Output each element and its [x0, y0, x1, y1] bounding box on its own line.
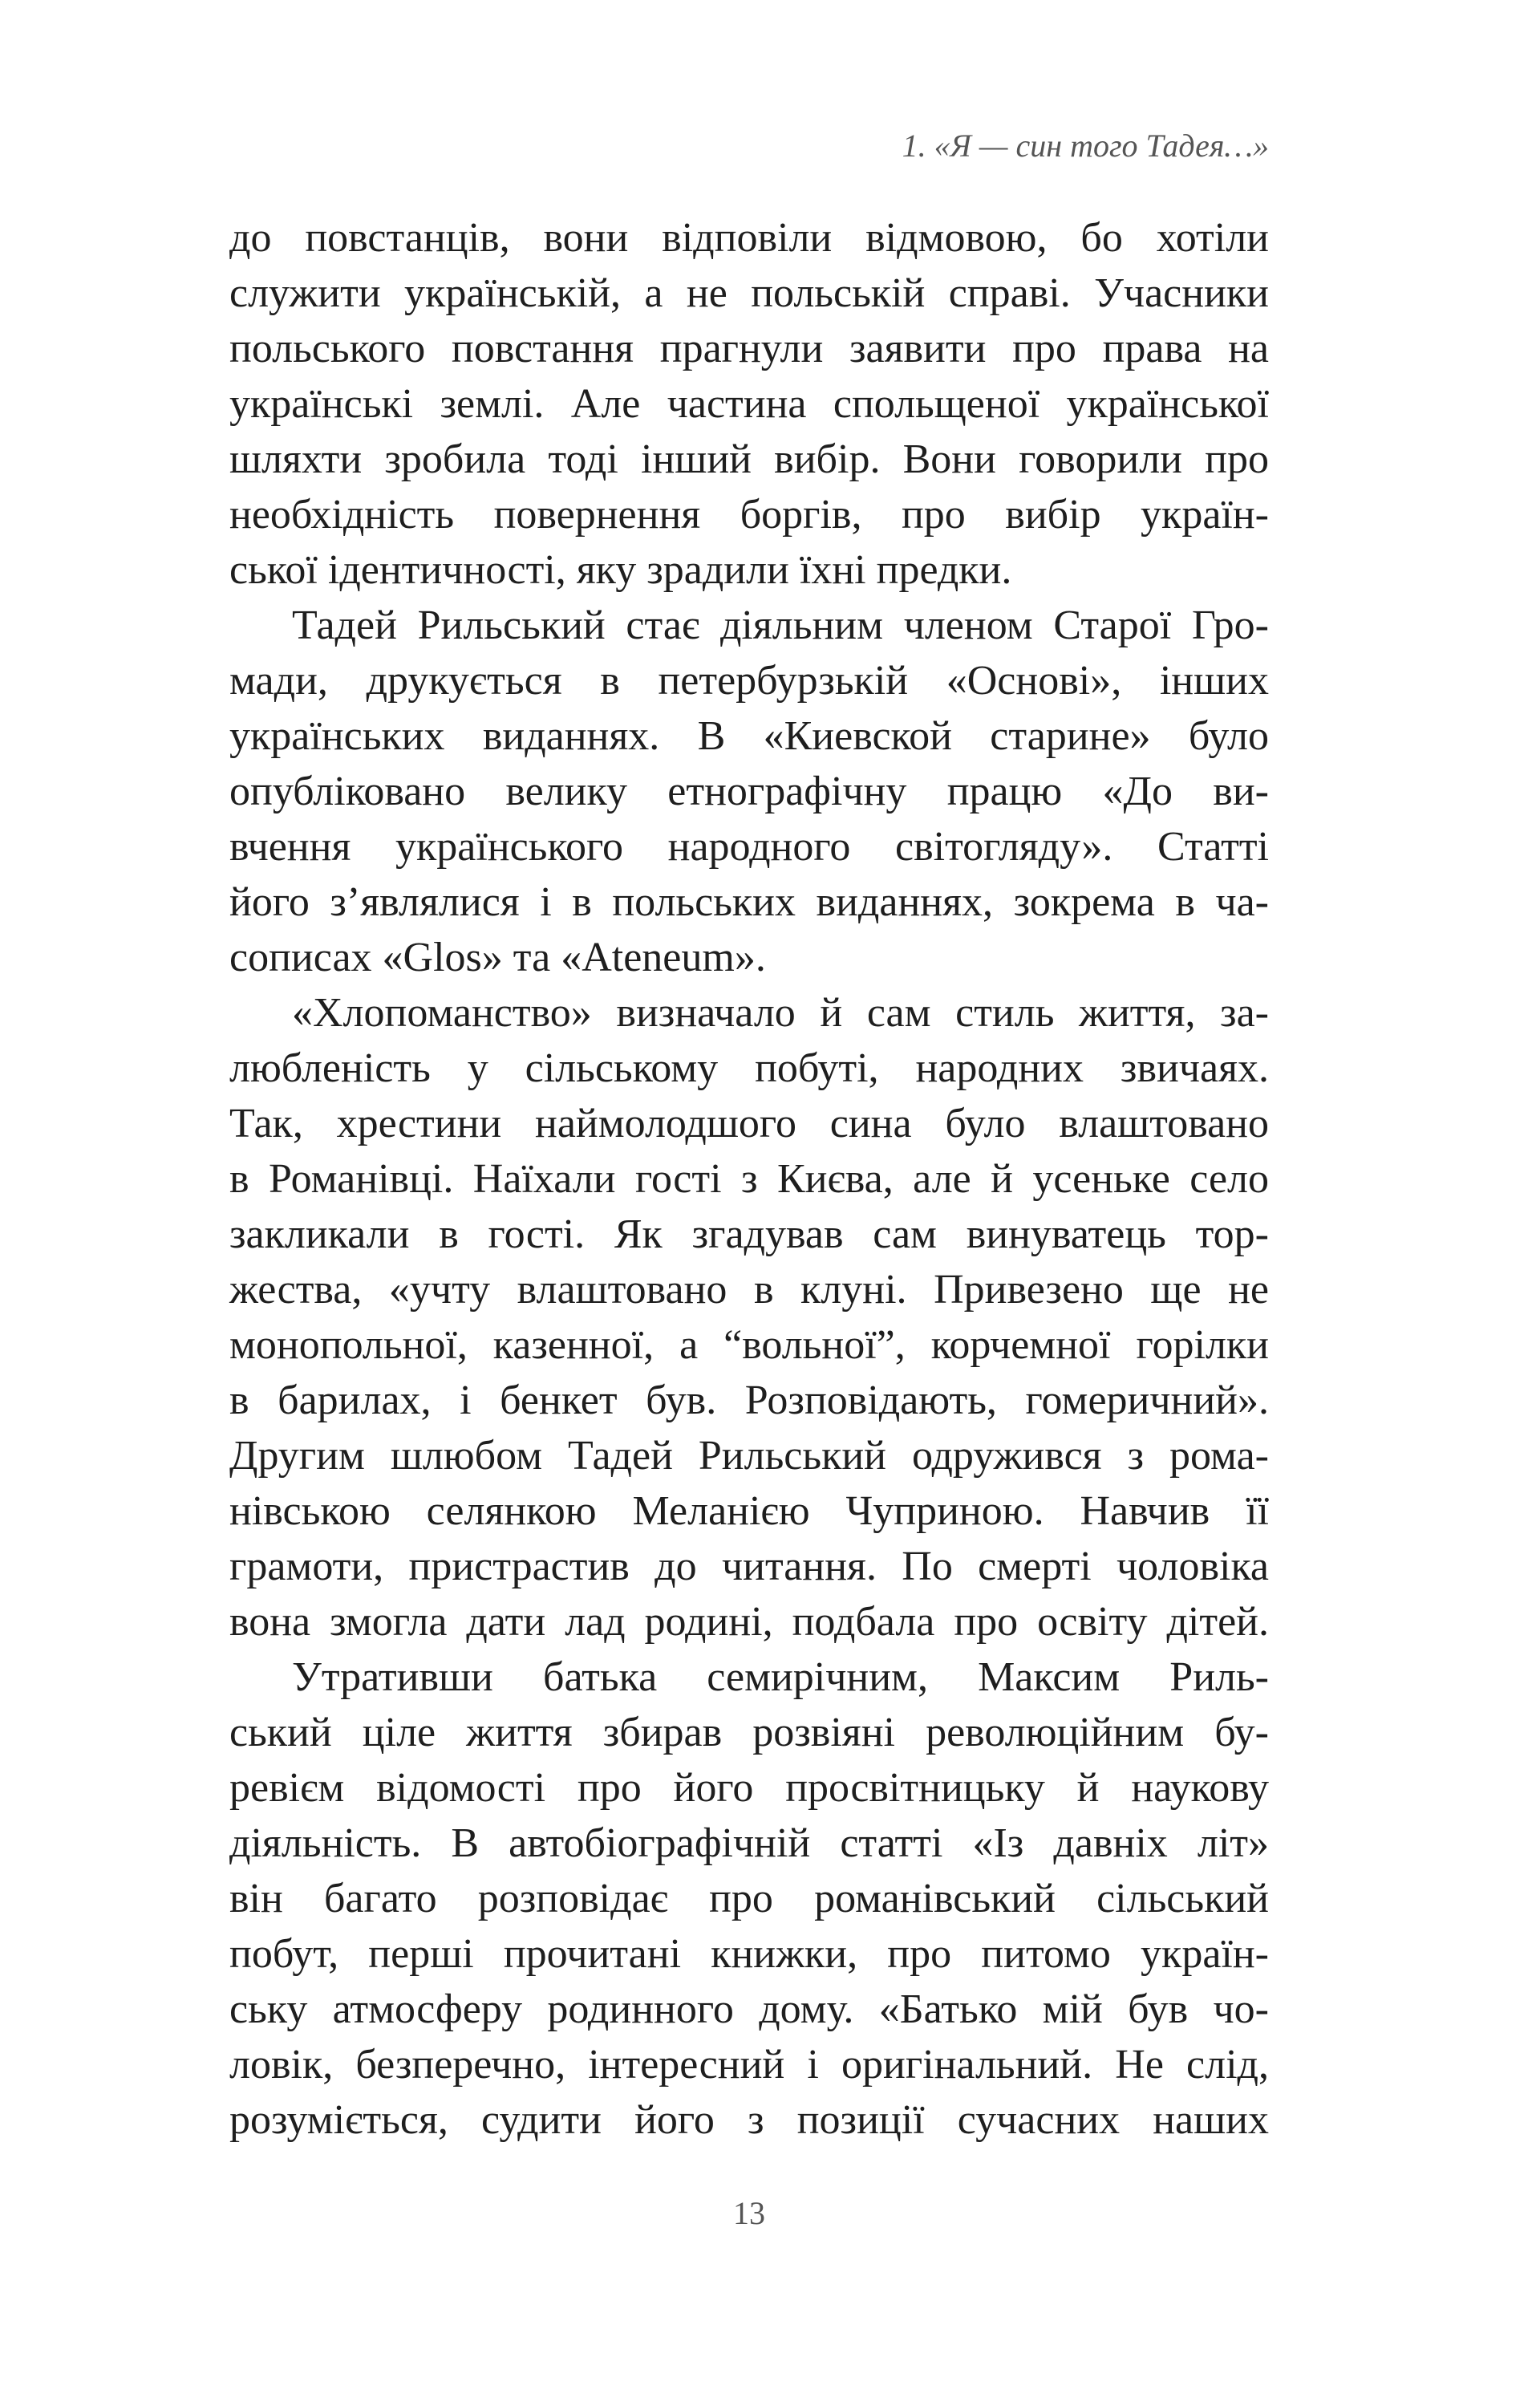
text-line: вчення українського народного світогляду». Статті: [229, 824, 1269, 870]
text-line: його з’являлися і в польських виданнях, зокрема в ча-: [229, 879, 1269, 925]
text-line: вона змогла дати лад родині, подбала про освіту дітей.: [229, 1599, 1269, 1645]
body-text: [229, 210, 1269, 2148]
text-line: Другим шлюбом Тадей Рильський одружився з рома-: [229, 1433, 1269, 1479]
text-line: в барилах, і бенкет був. Розповідають, гомеричний».: [229, 1378, 1269, 1423]
text-line: шляхти зробила тоді інший вибір. Вони говорили про: [229, 436, 1269, 482]
paragraph: [229, 1649, 1269, 2148]
text-line: ської ідентичності, яку зрадили їхні предки.: [229, 547, 1012, 593]
text-line: Так, хрестини наймолодшого сина було влаштовано: [229, 1101, 1269, 1146]
text-line: сописах «Glos» та «Ateneum».: [229, 935, 766, 980]
text-line: діяльність. В автобіографічній статті «Із давніх літ»: [229, 1820, 1269, 1866]
page-number: 13: [733, 2195, 765, 2231]
text-line: жества, «учту влаштовано в клуні. Привезено ще не: [229, 1267, 1269, 1313]
text-line: опубліковано велику етнографічну працю «До ви-: [229, 769, 1269, 814]
text-line: він багато розповідає про романівський сільський: [229, 1876, 1269, 1921]
text-line: служити українській, а не польській справі. Учасники: [229, 270, 1269, 316]
text-line: побут, перші прочитані книжки, про питомо україн-: [229, 1931, 1269, 1977]
text-line: розуміється, судити його з позиції сучасних наших: [229, 2097, 1269, 2143]
text-line: любленість у сільському побуті, народних звичаях.: [229, 1045, 1269, 1091]
text-line: польського повстання прагнули заявити про права на: [229, 326, 1269, 371]
text-line: нівською селянкою Меланією Чуприною. Навчив її: [229, 1488, 1269, 1534]
text-line: українських виданнях. В «Киевской старине» було: [229, 713, 1269, 759]
text-line: закликали в гості. Як згадував сам винуватець тор-: [229, 1211, 1269, 1257]
text-line: грамоти, пристрастив до читання. По смерті чоловіка: [229, 1544, 1269, 1589]
text-line: Тадей Рильський стає діяльним членом Старої Гро-: [292, 603, 1269, 648]
running-head: 1. «Я — син того Тадея…»: [902, 128, 1269, 164]
text-line: ський ціле життя збирав розвіяні революційним бу-: [229, 1710, 1269, 1755]
paragraph: [229, 598, 1269, 985]
text-line: мади, друкується в петербурзькій «Основі», інших: [229, 658, 1269, 704]
text-line: «Хлопоманство» визначало й сам стиль життя, за-: [292, 990, 1269, 1036]
text-line: ловік, безперечно, інтересний і оригінальний. Не слід,: [229, 2042, 1269, 2088]
text-line: в Романівці. Наїхали гості з Києва, але й усеньке село: [229, 1156, 1269, 1202]
text-line: українські землі. Але частина спольщеної української: [229, 381, 1269, 427]
text-line: монопольної, казенної, а “вольної”, корчемної горілки: [229, 1322, 1269, 1368]
text-line: до повстанців, вони відповіли відмовою, бо хотіли: [229, 215, 1269, 261]
paragraph: [229, 985, 1269, 1649]
text-line: ревієм відомості про його просвітницьку й наукову: [229, 1765, 1269, 1811]
text-line: необхідність повернення боргів, про вибір україн-: [229, 492, 1269, 538]
paragraph: [229, 210, 1269, 598]
text-line: Утративши батька семирічним, Максим Риль-: [292, 1654, 1269, 1700]
text-line: ську атмосферу родинного дому. «Батько мій був чо-: [229, 1986, 1269, 2032]
